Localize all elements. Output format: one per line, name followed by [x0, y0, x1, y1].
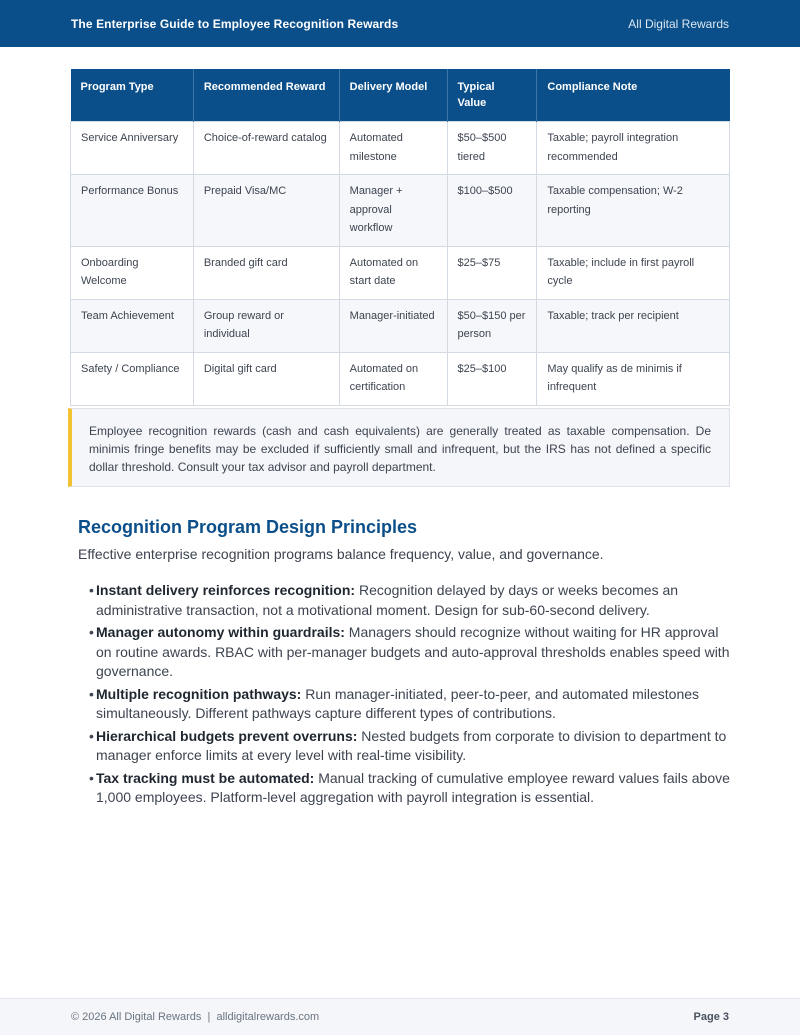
table-cell: $100–$500 — [447, 175, 537, 247]
list-item — [82, 727, 732, 766]
bullet-icon: • — [89, 769, 94, 786]
tax-callout-note: Employee recognition rewards (cash and cash equivalents) are generally treated as taxable compensation. De minimis fringe benefits may be excluded if sufficiently small and infrequent, but the IRS has not defined a specific dollar threshold. Consult your tax advisor and payroll department. — [68, 408, 730, 487]
principle-text: Recognition delayed by days or weeks becomes an administrative transaction, not a motivational moment. Design for sub-60-second delivery. — [96, 582, 679, 618]
brand-name: All Digital Rewards — [628, 16, 729, 31]
principle-lead: Instant delivery reinforces recognition: — [96, 582, 356, 598]
table-row — [71, 122, 730, 175]
table-cell: Taxable; track per recipient — [537, 299, 730, 352]
document-title: The Enterprise Guide to Employee Recognition Rewards — [71, 16, 399, 31]
column-header-typical-value: Typical Value — [447, 69, 537, 122]
table-cell: Performance Bonus — [71, 175, 194, 247]
table-cell: Choice-of-reward catalog — [193, 122, 339, 175]
table-cell: Automated on start date — [339, 246, 447, 299]
bullet-icon: • — [89, 582, 94, 598]
table-cell: Manager-initiated — [339, 299, 447, 352]
table-cell: Taxable compensation; W-2 reporting — [537, 175, 730, 247]
table-cell: Taxable; include in first payroll cycle — [537, 246, 730, 299]
page-footer — [0, 998, 800, 1035]
section-intro: Effective enterprise recognition programs balance frequency, value, and governance. — [78, 546, 604, 562]
table-cell: $50–$500 tiered — [447, 122, 537, 175]
list-item — [82, 623, 732, 682]
table-cell: Safety / Compliance — [71, 352, 194, 405]
table-cell: Branded gift card — [193, 246, 339, 299]
column-header-delivery-model: Delivery Model — [339, 69, 447, 122]
section-title: Recognition Program Design Principles — [78, 517, 418, 537]
list-item — [82, 685, 732, 724]
table-cell: Manager + approval workflow — [339, 175, 447, 247]
table-cell: Automated milestone — [339, 122, 447, 175]
table-cell: $50–$150 per person — [447, 299, 537, 352]
principle-text: Nested budgets from corporate to division to department to manager enforce limits at every level with real-time visibility. — [96, 727, 727, 763]
bullet-icon: • — [89, 685, 94, 702]
table-cell: Group reward or individual — [193, 299, 339, 352]
table-cell: Prepaid Visa/MC — [193, 175, 339, 247]
table-cell: Onboarding Welcome — [71, 246, 194, 299]
table-cell: Digital gift card — [193, 352, 339, 405]
table-row — [71, 299, 730, 352]
table-cell: Taxable; payroll integration recommended — [537, 122, 730, 175]
column-header-compliance-note: Compliance Note — [537, 69, 730, 122]
table-cell: Service Anniversary — [71, 122, 194, 175]
table-row — [71, 175, 730, 247]
bullet-icon: • — [89, 727, 94, 744]
principles-list — [82, 581, 732, 811]
table-cell: $25–$100 — [447, 352, 537, 405]
principle-lead: Hierarchical budgets prevent overruns: — [96, 727, 358, 744]
principle-lead: Multiple recognition pathways: — [96, 685, 302, 702]
list-item — [82, 581, 732, 620]
column-header-recommended-reward: Recommended Reward — [193, 69, 339, 122]
principle-text: Manual tracking of cumulative employee reward values fails above 1,000 employees. Platform-level aggregation with payroll integration is essential. — [96, 769, 730, 805]
footer-copyright: © 2026 All Digital Rewards | alldigitalrewards.com — [71, 1011, 320, 1023]
bullet-icon: • — [89, 624, 94, 640]
principle-text: Run manager-initiated, peer-to-peer, and automated milestones simultaneously. Different pathways capture different types of contributions. — [96, 685, 700, 721]
table-cell: Automated on certification — [339, 352, 447, 405]
recognition-programs-table — [70, 69, 730, 406]
table-cell: $25–$75 — [447, 246, 537, 299]
table-row — [71, 246, 730, 299]
table-row — [71, 352, 730, 405]
list-item — [82, 769, 732, 808]
page-header — [0, 0, 800, 47]
principle-lead: Tax tracking must be automated: — [96, 769, 315, 786]
page-number: Page 3 — [693, 1011, 729, 1023]
principle-lead: Manager autonomy within guardrails: — [96, 624, 345, 640]
column-header-program-type: Program Type — [71, 69, 194, 122]
table-header-row — [71, 69, 730, 122]
table-cell: May qualify as de minimis if infrequent — [537, 352, 730, 405]
table-cell: Team Achievement — [71, 299, 194, 352]
principle-text: Managers should recognize without waiting for HR approval on routine awards. RBAC with per-manager budgets and auto-approval thresholds enables speed with governance. — [96, 624, 730, 679]
